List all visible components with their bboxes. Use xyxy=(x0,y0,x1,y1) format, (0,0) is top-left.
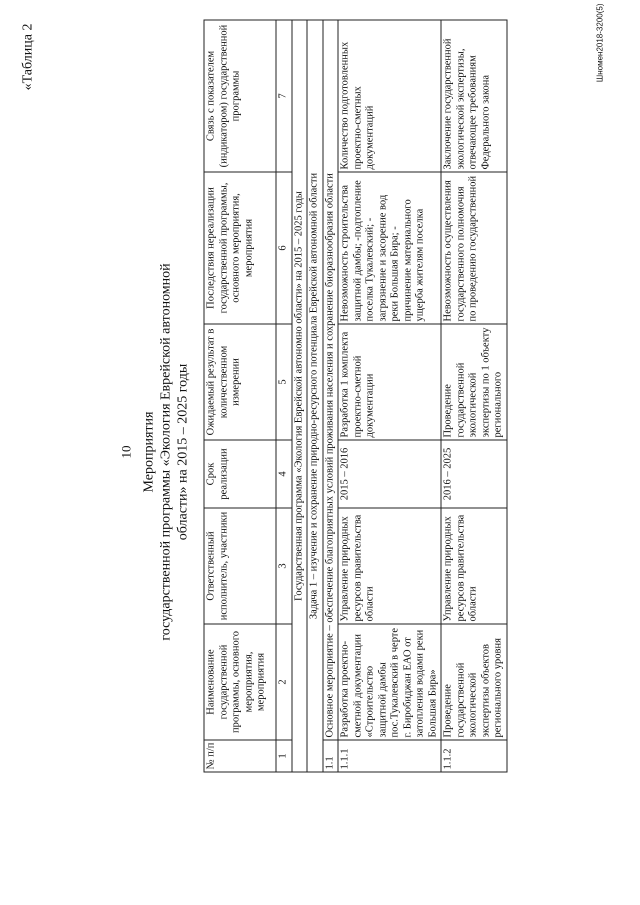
table-label: «Таблица 2 xyxy=(20,23,36,91)
document-title xyxy=(141,0,192,905)
col-number: 1 xyxy=(276,740,292,772)
title-line-2: государственной программы «Экология Еврейской автономной xyxy=(158,263,174,641)
row-num: 1.1.2 xyxy=(441,740,507,772)
col-number: 3 xyxy=(276,508,292,624)
row-executor: Управление природных ресурсов правительства области xyxy=(441,508,507,624)
document-code: Шномен2018-3200(5) xyxy=(595,3,605,83)
rotated-page xyxy=(1,0,640,905)
events-table xyxy=(204,20,508,773)
main-event-text: Основное мероприятие – обеспечение благоприятных условий проживания населения и сохранение биоразнообразия области xyxy=(323,20,339,740)
row-executor: Управление природных ресурсов правительства области xyxy=(338,508,441,624)
col-header-indicator: Связь с показателем (индикатором) государственной программы xyxy=(204,20,276,172)
task-row xyxy=(307,20,323,772)
col-header-executor: Ответственный исполнитель, участники xyxy=(204,508,276,624)
col-header-result: Ожидаемый результат в количественном измерении xyxy=(204,324,276,440)
row-consequences: Невозможность строительства защитной дамбы; -подтопление поселка Тукалевский; - загрязнение и засорение вод реки Большая Бира; - причинение материального ущерба жителям поселка xyxy=(338,172,441,324)
col-number: 6 xyxy=(276,172,292,324)
row-name: Разработка проектно-сметной документации «Строительство защитной дамбы пос.Тукалевский в черте г. Биробиджан ЕАО от затопления водами реки Большая Бира» xyxy=(338,624,441,740)
title-line-3: области» на 2015 – 2025 годы xyxy=(175,363,191,541)
col-header-consequences: Последствия нереализации государственной программы, основного мероприятия, мероприятия xyxy=(204,172,276,324)
main-event-num: 1.1 xyxy=(323,740,339,772)
col-number: 4 xyxy=(276,440,292,508)
col-header-term: Срок реализации xyxy=(204,440,276,508)
main-event-row xyxy=(323,20,339,772)
row-term: 2015 – 2016 xyxy=(338,440,441,508)
row-indicator: Заключение государственной экологической экспертизы, отвечающее требованиям Федерального закона xyxy=(441,20,507,172)
table-row xyxy=(338,20,441,772)
program-title: Государственная программа «Экология Еврейской автономно области» на 2015 – 2025 годы xyxy=(292,20,308,772)
header-row xyxy=(204,20,276,772)
page-number: 10 xyxy=(118,445,134,459)
row-consequences: Невозможность осуществления государственного полномочия по проведению государственной xyxy=(441,172,507,324)
col-header-name: Наименование государственной программы, основного мероприятия, мероприятия xyxy=(204,624,276,740)
row-result: Разработка 1 комплекта проектно-сметной документации xyxy=(338,324,441,440)
row-term: 2016 – 2025 xyxy=(441,440,507,508)
row-name: Проведение государственной экологической экспертизы объектов регионального уровня xyxy=(441,624,507,740)
row-result: Проведение государственной экологической экспертизы по 1 объекту регионального xyxy=(441,324,507,440)
col-number: 5 xyxy=(276,324,292,440)
row-indicator: Количество подготовленных проектно-сметных документаций xyxy=(338,20,441,172)
column-number-row xyxy=(276,20,292,772)
program-row xyxy=(292,20,308,772)
row-num: 1.1.1 xyxy=(338,740,441,772)
task-title: Задача 1 – изучение и сохранение природно-ресурсного потенциала Еврейской автономной области xyxy=(307,20,323,772)
title-line-1: Мероприятия xyxy=(141,411,157,493)
col-number: 2 xyxy=(276,624,292,740)
table-row xyxy=(441,20,507,772)
col-header-num: № п/п xyxy=(204,740,276,772)
col-number: 7 xyxy=(276,20,292,172)
